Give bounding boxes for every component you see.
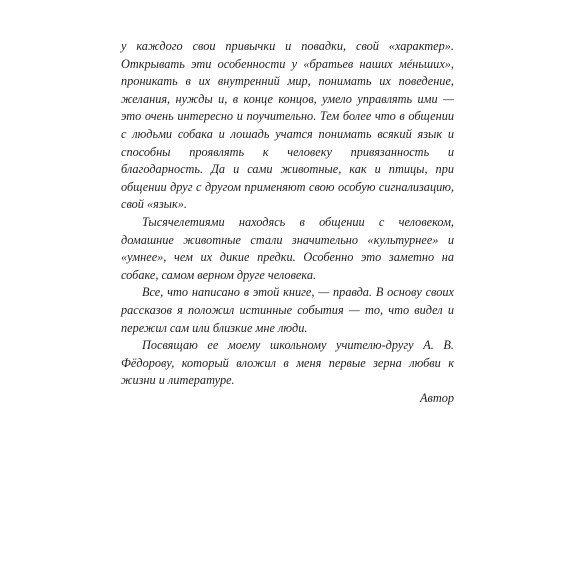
preface-text bbox=[121, 38, 454, 407]
paragraph-1: у каждого свои привычки и повадки, свой «характер». Открывать эти особенности у «братьев наших мéньших», проникать в их внутренний мир, понимать их поведение, желания, нужды и, в конце концов, умело управлять ими — это очень интересно и поучительно. Тем более что в общении с людьми собака и лошадь учатся понимать всякий язык и способны проявлять к человеку привязанность и благодарность. Да и сами животные, как и птицы, при общении друг с другом применяют свою особую сигнализацию, свой «язык». bbox=[121, 39, 454, 212]
paragraph-2: Тысячелетиями находясь в общении с человеком, домашние животные стали значительно «культурнее» и «умнее», чем их дикие предки. Особенно это заметно на собаке, самом верном друге человека. bbox=[121, 214, 454, 282]
paragraph-3: Все, что написано в этой книге, — правда. В основу своих рассказов я положил истинные события — то, что видел и пережил сам или близкие мне люди. bbox=[121, 285, 454, 335]
paragraph-4: Посвящаю ее моему школьному учителю-другу А. В. Фёдорову, который вложил в меня первые зерна любви к жизни и литературе. bbox=[121, 338, 454, 388]
author-signature: Автор bbox=[419, 390, 454, 405]
